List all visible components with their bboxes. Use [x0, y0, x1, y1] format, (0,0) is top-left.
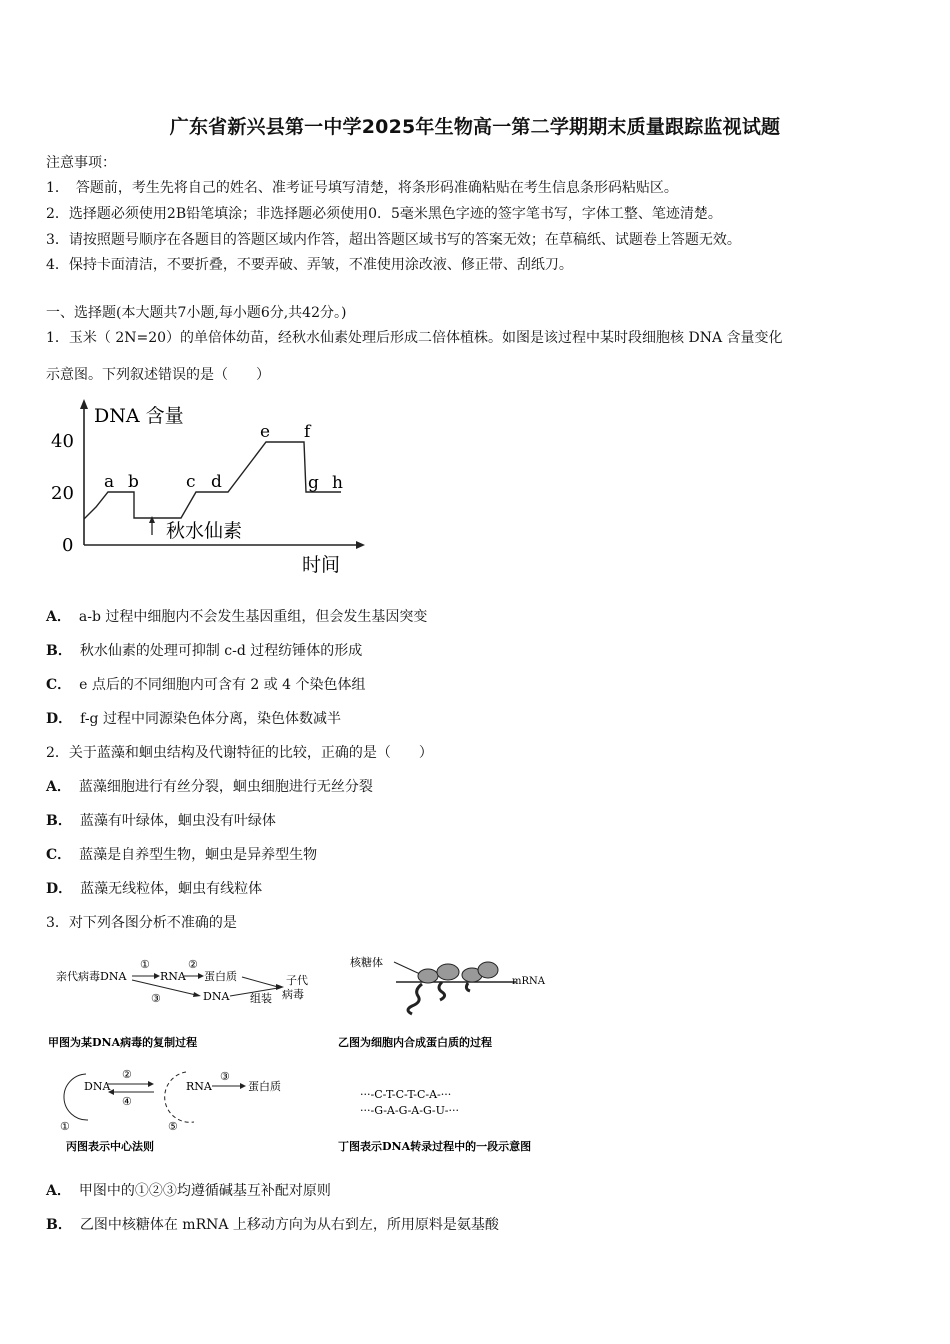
yi-ribosome-label: 核糖体	[350, 956, 383, 969]
jia-offspring-1: 子代	[286, 974, 308, 987]
jia-rna: RNA	[160, 970, 186, 983]
yi-ribosome-1	[418, 969, 438, 983]
q1-ylabel: DNA 含量	[94, 405, 184, 427]
q1-ytick-0: 0	[62, 535, 74, 556]
q1-dna-chart	[51, 395, 366, 580]
q1-point-c: c	[186, 472, 196, 492]
jia-assemble: 组装	[250, 992, 272, 1005]
q3-option-b: B． 乙图中核糖体在 mRNA 上移动方向为从右到左，所用原料是氨基酸	[46, 1217, 499, 1233]
q3-figure-bing	[46, 1062, 326, 1158]
q1-point-e: e	[260, 422, 271, 442]
jia-num-3: ③	[151, 992, 161, 1005]
q3-figure-jia	[46, 950, 336, 1055]
q1-xlabel: 时间	[302, 554, 341, 576]
bing-num-4: ④	[122, 1095, 132, 1108]
q1-option-a: A． a-b 过程中细胞内不会发生基因重组，但会发生基因突变	[46, 609, 428, 625]
bing-caption: 丙图表示中心法则	[66, 1140, 154, 1153]
bing-num-1: ①	[60, 1120, 70, 1133]
notice-item-4: 4．保持卡面清洁，不要折叠，不要弄破、弄皱，不准使用涂改液、修正带、刮纸刀。	[46, 257, 573, 273]
q1-point-f: f	[304, 422, 311, 442]
yi-caption: 乙图为细胞内合成蛋白质的过程	[338, 1036, 492, 1049]
yi-ribosome-2	[437, 964, 459, 980]
bing-protein: 蛋白质	[248, 1080, 281, 1093]
q2-option-a: A． 蓝藻细胞进行有丝分裂，蛔虫细胞进行无丝分裂	[46, 779, 373, 795]
q1-point-a: a	[104, 472, 115, 492]
bing-num-3: ③	[220, 1070, 230, 1083]
q3-figure-ding	[336, 1062, 576, 1158]
q1-option-c: C． e 点后的不同细胞内可含有 2 或 4 个染色体组	[46, 677, 366, 693]
bing-rna: RNA	[186, 1080, 212, 1093]
yi-ribosome-4	[478, 962, 498, 978]
jia-offspring-2: 病毒	[282, 988, 304, 1001]
q3-stem: 3．对下列各图分析不准确的是	[46, 915, 237, 931]
jia-caption: 甲图为某DNA病毒的复制过程	[48, 1036, 198, 1049]
bing-num-5: ⑤	[168, 1120, 178, 1133]
jia-parent-dna: 亲代病毒DNA	[56, 970, 127, 983]
jia-dna: DNA	[203, 990, 230, 1003]
q2-option-b: B． 蓝藻有叶绿体，蛔虫没有叶绿体	[46, 813, 276, 829]
notice-item-3: 3．请按照题号顺序在各题目的答题区域内作答，超出答题区域书写的答案无效；在草稿纸、试题卷上答题无效。	[46, 232, 741, 248]
q1-stem-line2: 示意图。下列叙述错误的是（ ）	[46, 367, 270, 383]
q1-point-g: g	[308, 473, 319, 493]
q2-option-d: D． 蓝藻无线粒体，蛔虫有线粒体	[46, 881, 263, 897]
yi-peptide-3	[466, 983, 470, 991]
q1-point-b: b	[128, 472, 139, 492]
q1-option-d: D． f-g 过程中同源染色体分离，染色体数减半	[46, 711, 341, 727]
bing-num-2: ②	[122, 1068, 132, 1081]
ding-strand-2: ···-G-A-G-A-G-U-···	[360, 1104, 459, 1117]
q2-option-c: C． 蓝藻是自养型生物，蛔虫是异养型生物	[46, 847, 318, 863]
q1-ytick-20: 20	[51, 483, 74, 504]
section-heading: 一、选择题(本大题共7小题,每小题6分,共42分。)	[46, 305, 347, 321]
q1-ytick-40: 40	[51, 431, 74, 452]
notice-item-1: 1． 答题前，考生先将自己的姓名、准考证号填写清楚，将条形码准确粘贴在考生信息条形码粘贴区。	[46, 180, 678, 196]
q1-option-b: B． 秋水仙素的处理可抑制 c-d 过程纺锤体的形成	[46, 643, 363, 659]
notice-heading: 注意事项：	[46, 155, 116, 171]
page-title: 广东省新兴县第一中学2025年生物高一第二学期期末质量跟踪监视试题	[169, 116, 781, 138]
ding-caption: 丁图表示DNA转录过程中的一段示意图	[338, 1140, 532, 1153]
q1-annotation: 秋水仙素	[166, 520, 243, 542]
yi-mrna-label: mRNA	[512, 976, 545, 987]
jia-protein: 蛋白质	[204, 970, 237, 983]
jia-num-2: ②	[188, 958, 198, 971]
yi-peptide-2	[439, 982, 445, 1000]
jia-num-1: ①	[140, 958, 150, 971]
notice-item-2: 2．选择题必须使用2B铅笔填涂；非选择题必须使用0．5毫米黑色字迹的签字笔书写，字体工整、笔迹清楚。	[46, 206, 722, 222]
q1-point-h: h	[332, 473, 343, 493]
yi-peptide-1	[408, 984, 422, 1014]
bing-dna: DNA	[84, 1080, 111, 1093]
q3-option-a: A． 甲图中的①②③均遵循碱基互补配对原则	[46, 1183, 331, 1199]
q2-stem: 2．关于蓝藻和蛔虫结构及代谢特征的比较，正确的是（ ）	[46, 745, 433, 761]
q3-figure-yi	[336, 950, 566, 1055]
ding-strand-1: ···-C-T-C-T-C-A-···	[360, 1088, 452, 1101]
q1-stem-line1: 1．玉米（ 2N=20）的单倍体幼苗，经秋水仙素处理后形成二倍体植株。如图是该过程中某时段细胞核 DNA 含量变化	[46, 330, 783, 346]
q1-point-d: d	[211, 472, 222, 492]
